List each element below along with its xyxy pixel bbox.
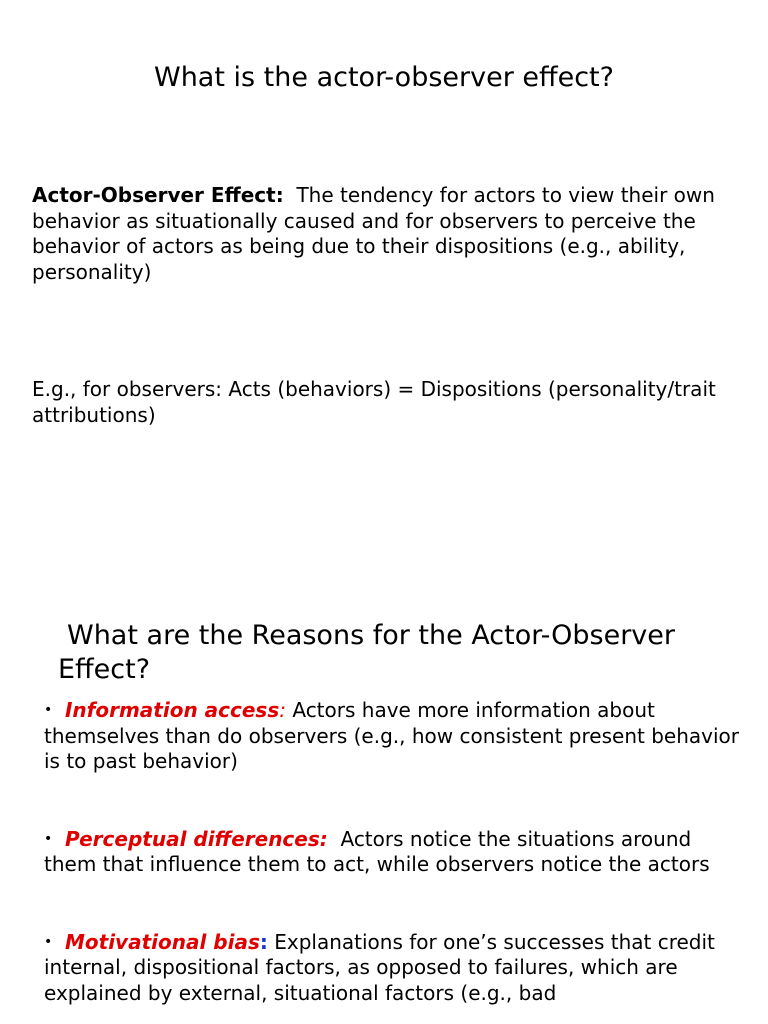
bullet-icon: • bbox=[44, 702, 53, 718]
definition-paragraph bbox=[32, 183, 757, 285]
bullet-icon: • bbox=[44, 933, 53, 950]
example-paragraph: E.g., for observers: Acts (behaviors) = Dispositions (personality/trait attributions) bbox=[32, 377, 716, 427]
list-item-motivational-bias bbox=[44, 930, 744, 1007]
list-item-perceptual-differences bbox=[44, 827, 744, 878]
section-title: What are the Reasons for the Actor-Observer Effect? bbox=[58, 620, 675, 685]
bullet-separator: : bbox=[259, 929, 268, 954]
definition-term: Actor-Observer Effect: bbox=[32, 183, 284, 207]
bullet-text: Actors notice the situations around them that influence them to act, while observers notice the actors bbox=[44, 826, 710, 876]
bullet-term: Perceptual differences: bbox=[64, 826, 328, 851]
bullet-icon: • bbox=[44, 830, 53, 847]
definition-text: The tendency for actors to view their own behavior as situationally caused and for observers to perceive the behavior of actors as being due to their dispositions (e.g., ability, personality) bbox=[32, 183, 715, 284]
reasons-list bbox=[44, 698, 744, 1024]
bullet-text: Explanations for one’s successes that credit internal, dispositional factors, as opposed to failures, which are explained by external, situational factors (e.g., bad bbox=[44, 929, 715, 1005]
bullet-term: Information access bbox=[64, 698, 280, 722]
bullet-separator: : bbox=[279, 698, 286, 722]
bullet-term: Motivational bias bbox=[64, 929, 260, 954]
list-item-information-access bbox=[44, 698, 744, 775]
slide-title: What is the actor-observer effect? bbox=[154, 62, 614, 93]
bullet-text: Actors have more information about themselves than do observers (e.g., how consistent present behavior is to past behavior) bbox=[44, 698, 739, 773]
